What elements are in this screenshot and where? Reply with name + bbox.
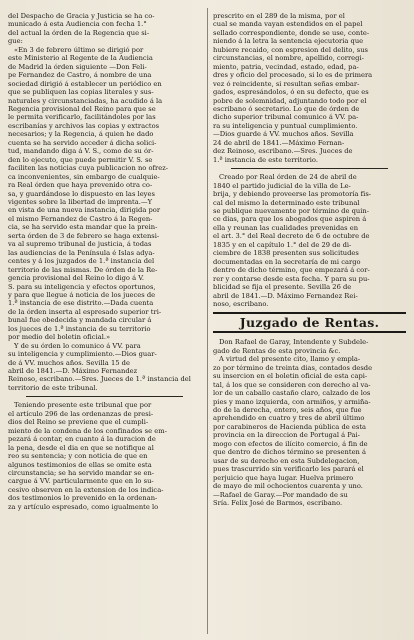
section-heading: Juzgado de Rentas. <box>213 312 406 333</box>
right-column <box>213 12 406 507</box>
article-paragraph: Don Rafael de Garay, Intendente y Subdele- gado de Rentas de esta provincia &c. <box>213 338 369 355</box>
article-paragraph: Y de su órden lo comunico á VV. para su inteligencia y cumplimiento.—Dios guar- de á VV. muchos años. Sevilla 15 de abril de 1841.—D. Máximo Fernandez Reinoso, escribano.—Sres. Jueces de 1.ª instancia del territorio de este tribunal. <box>8 341 191 392</box>
article-paragraph: A virtud del presente cito, llamo y empla- zo por término de treinta dias, contados desde su insercion en el boletin oficial de esta capi- tal, á los que se consideren con derecho al va- lor de un caballo castaño claro, calzado de los pies y mano izquierda, con armiños, y armiña- do de la derecha, entero, seis años, que fue aprehendido en cuatro y tres de abril último por carabineros de Hacienda pública de esta provincia en la direccion de Portugal á Pai- mogo con efectos de ilícito comercio, á fin de que dentro de dichos término se presenten á usar de su derecho en esta Subdelegacion, pues trascurrido sin verificarlo les parará el perjuicio que haya lugar. Huelva primero de mayo de mil ochocientos cuarenta y uno. —Rafael de Garay.—Por mandado de su Sría. Felix José de Barmos, escribano. <box>213 355 373 508</box>
left-column <box>8 12 201 511</box>
article-paragraph: Creado por Real órden de 24 de abril de 1840 el partido judicial de la villa de Le- brija, y debiendo proveerse las promotoría fis- cal del mismo la determinado este tribunal se publique nuevamente por término de quin- ce dias, para que los abogados que aspiren á ella y reunan las cualidades prevenidas en el art. 3.° del Real decreto de 6 de octubre de 1835 y en el capítulo 1.° del de 29 de di- ciembre de 1838 presenten sus solicitudes documentadas en la secretaría de mi cargo dentro de dicho término, que empezará á cor- rer y contarse desde esta fecha. Y para su pu- blicidad se fija el presente. Sevilla 26 de abril de 1841.—D. Máximo Fernandez Rei- noso, escribano. <box>213 173 372 308</box>
article-paragraph: «En 3 de febrero último se dirigió por este Ministerio al Regente de la Audiencia de Madrid la órden siguiente —Don Feli- pe Fernandez de Castro, á nombre de una sociedad dirigió á establecer un periódico en que se publiquen las copias literales y sus- naturales y circunstanciadas, ha acudido á la Regencia provisional del Reino para que se le permita verificarlo, facilitándoles por las escribanías y archivos las copias y extractos necesarios; y la Regencia, á quien he dado cuenta se ha servido acceder á dicha solici- tud, mandando diga á V. S., como de su ór- den lo ejecuto, que puede permitir V. S. se faciliten las noticias cuya publicacion no ofrez- ca inconvenientes, sin embargo de cualquie- ra Real órden que haya prevenido otra co- sa, y guardándose lo dispuesto en las leyes vigentes sobre la libertad de imprenta.—Y en vista de una nueva instancia, dirigida por el mismo Fernandez de Castro á la Regen- cia, se ha servido esta mandar que la prein- serta órden de 3 de febrero se haga extensi- va al supremo tribunal de justicia, á todas las audiencias de la Península é Islas adya- centes y á los juzgados de 1.ª instancia del territorio de las mismas. De órden de la Re- gencia provisional del Reino lo digo á V. S. para su inteligencia y efectos oportunos, y para que llegue á noticia de los jueces de 1.ª instancia de ese distrito.—Dada cuenta de la órden inserta al espresado superior tri- bunal fue obedecida y mandada circular á los jueces de 1.ª instancia de su territorio por medio del boletin oficial.» <box>8 45 169 342</box>
section-rule <box>26 396 183 397</box>
article-paragraph: Teniendo presente este tribunal que por el artículo 296 de las ordenanzas de presi- dios del Reino se previene que el cumpli- miento de la condena de los confinados se em- pezará á contar, en cuanto á la duracion de la pena, desde el dia en que se notifique al reo su sentencia; y con noticia de que en algunos testimonios de ellas se omite esta circunstancia; se ha servido mandar se en- cargue á VV. particularmente que en lo su- cesivo observen en la extension de los indica- dos testimonios lo prevenido en la ordenan- za y artículo espresado, como igualmente lo <box>8 401 167 511</box>
article-paragraph: prescrito en el 289 de la misma, por el cual se manda vayan estendidos en el papel sellado correspondiente, donde se use, conte- niendo á la letra la sentencia ejecutoria que hubiere recaido, con espresion del delito, sus circunstancias, el nombre, apellido, corregi- miento, patria, vecindad, estado, edad, pa- dres y oficio del procesado, si lo es de primera vez ó reincidente, si resultan señas embar- gados, espresándolos, ó en su defecto, que es pobre de solemnidad, adjuntando todo por el escribano ó secretario. Lo que de órden de dicho superior tribunal comunico á VV. pa- ra su inteligencia y puntual cumplimiento. —Dios guarde á VV. muchos años. Sevilla 24 de abril de 1841.—Máximo Fernan- dez Reinoso, escribano.—Sres. Jueces de 1.ª instancia de este territorio. <box>213 12 373 164</box>
section-rule <box>231 168 388 169</box>
column-divider <box>207 8 208 634</box>
article-paragraph: del Despacho de Gracia y Justicia se ha co- municado á esta Audiencia con fecha 1.° del actual la órden de la Regencia que si- gue: <box>8 12 155 46</box>
